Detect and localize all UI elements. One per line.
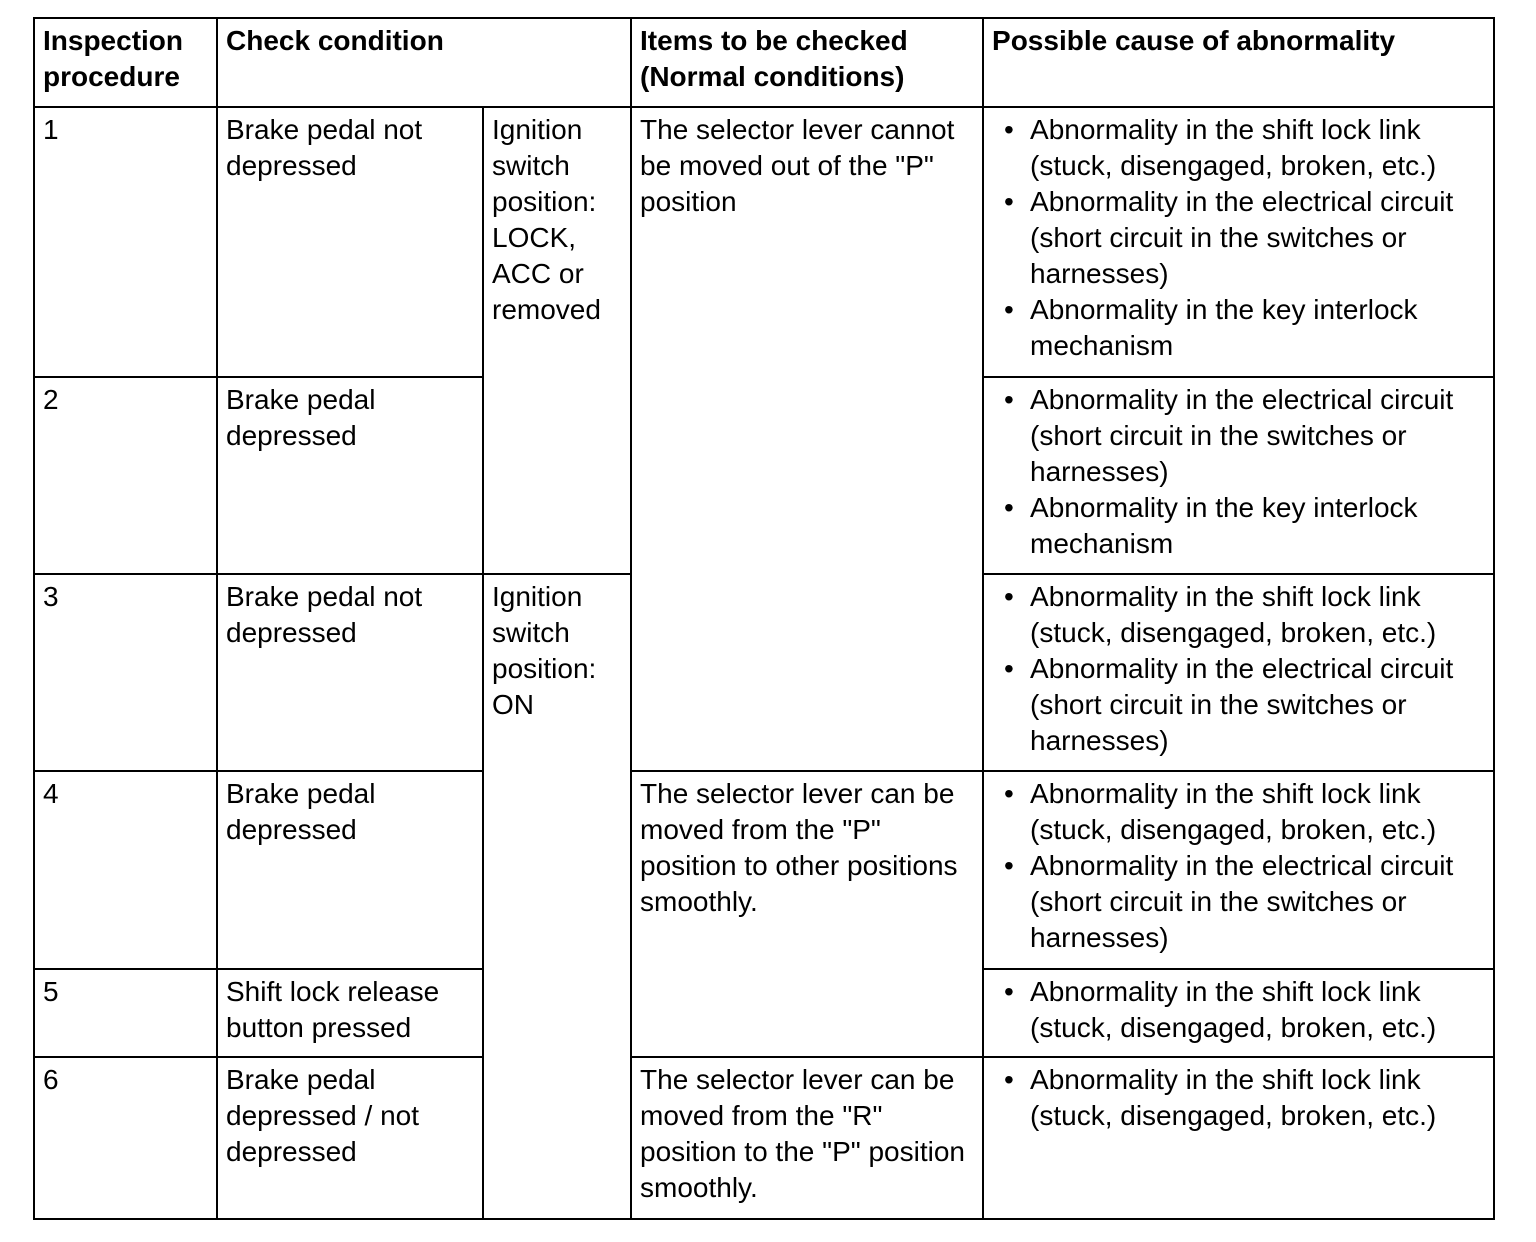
cause-list: [992, 974, 1485, 1046]
cause-item: • Abnormality in the electrical circuit (short circuit in the switches or harnesses): [1030, 382, 1485, 490]
cause-item: • Abnormality in the electrical circuit (short circuit in the switches or harnesses): [1030, 848, 1485, 956]
brake-condition: Brake pedal depressed: [217, 377, 483, 574]
brake-condition: Shift lock release button pressed: [217, 969, 483, 1057]
procedure-number: 4: [34, 771, 217, 969]
header-row: [34, 18, 1494, 107]
table-row: [34, 771, 1494, 969]
inspection-table: [33, 17, 1495, 1220]
cause-list: [992, 579, 1485, 759]
procedure-number: 3: [34, 574, 217, 771]
possible-cause-cell: [983, 1057, 1494, 1219]
possible-cause-cell: [983, 107, 1494, 377]
header-possible-cause: Possible cause of abnormality: [983, 18, 1494, 107]
brake-condition: Brake pedal not depressed: [217, 107, 483, 377]
item-cannot-move-p: The selector lever cannot be moved out of the "P" position: [631, 107, 983, 771]
brake-condition: Brake pedal depressed: [217, 771, 483, 969]
possible-cause-cell: [983, 771, 1494, 969]
header-procedure: Inspection procedure: [34, 18, 217, 107]
table-row: [34, 107, 1494, 377]
procedure-number: 2: [34, 377, 217, 574]
ignition-off-condition: Ignition switch position: LOCK, ACC or removed: [483, 107, 631, 574]
ignition-on-condition: Ignition switch position: ON: [483, 574, 631, 1219]
possible-cause-cell: [983, 574, 1494, 771]
cause-list: [992, 1062, 1485, 1134]
cause-item: • Abnormality in the shift lock link (stuck, disengaged, broken, etc.): [1030, 112, 1485, 184]
possible-cause-cell: [983, 377, 1494, 574]
cause-list: [992, 112, 1485, 364]
possible-cause-cell: [983, 969, 1494, 1057]
item-move-p-smooth: The selector lever can be moved from the "P" position to other positions smoothly.: [631, 771, 983, 1057]
table-row: [34, 1057, 1494, 1219]
cause-item: • Abnormality in the electrical circuit (short circuit in the switches or harnesses): [1030, 184, 1485, 292]
header-items-checked: Items to be checked (Normal conditions): [631, 18, 983, 107]
header-check-condition: Check condition: [217, 18, 631, 107]
cause-item: • Abnormality in the shift lock link (stuck, disengaged, broken, etc.): [1030, 579, 1485, 651]
cause-item: • Abnormality in the shift lock link (stuck, disengaged, broken, etc.): [1030, 1062, 1485, 1134]
procedure-number: 1: [34, 107, 217, 377]
cause-item: • Abnormality in the electrical circuit (short circuit in the switches or harnesses): [1030, 651, 1485, 759]
cause-list: [992, 382, 1485, 562]
procedure-number: 6: [34, 1057, 217, 1219]
brake-condition: Brake pedal depressed / not depressed: [217, 1057, 483, 1219]
brake-condition: Brake pedal not depressed: [217, 574, 483, 771]
procedure-number: 5: [34, 969, 217, 1057]
cause-item: • Abnormality in the key interlock mechanism: [1030, 292, 1485, 364]
item-move-r-to-p: The selector lever can be moved from the "R" position to the "P" position smoothly.: [631, 1057, 983, 1219]
cause-list: [992, 776, 1485, 956]
cause-item: • Abnormality in the key interlock mechanism: [1030, 490, 1485, 562]
cause-item: • Abnormality in the shift lock link (stuck, disengaged, broken, etc.): [1030, 974, 1485, 1046]
cause-item: • Abnormality in the shift lock link (stuck, disengaged, broken, etc.): [1030, 776, 1485, 848]
